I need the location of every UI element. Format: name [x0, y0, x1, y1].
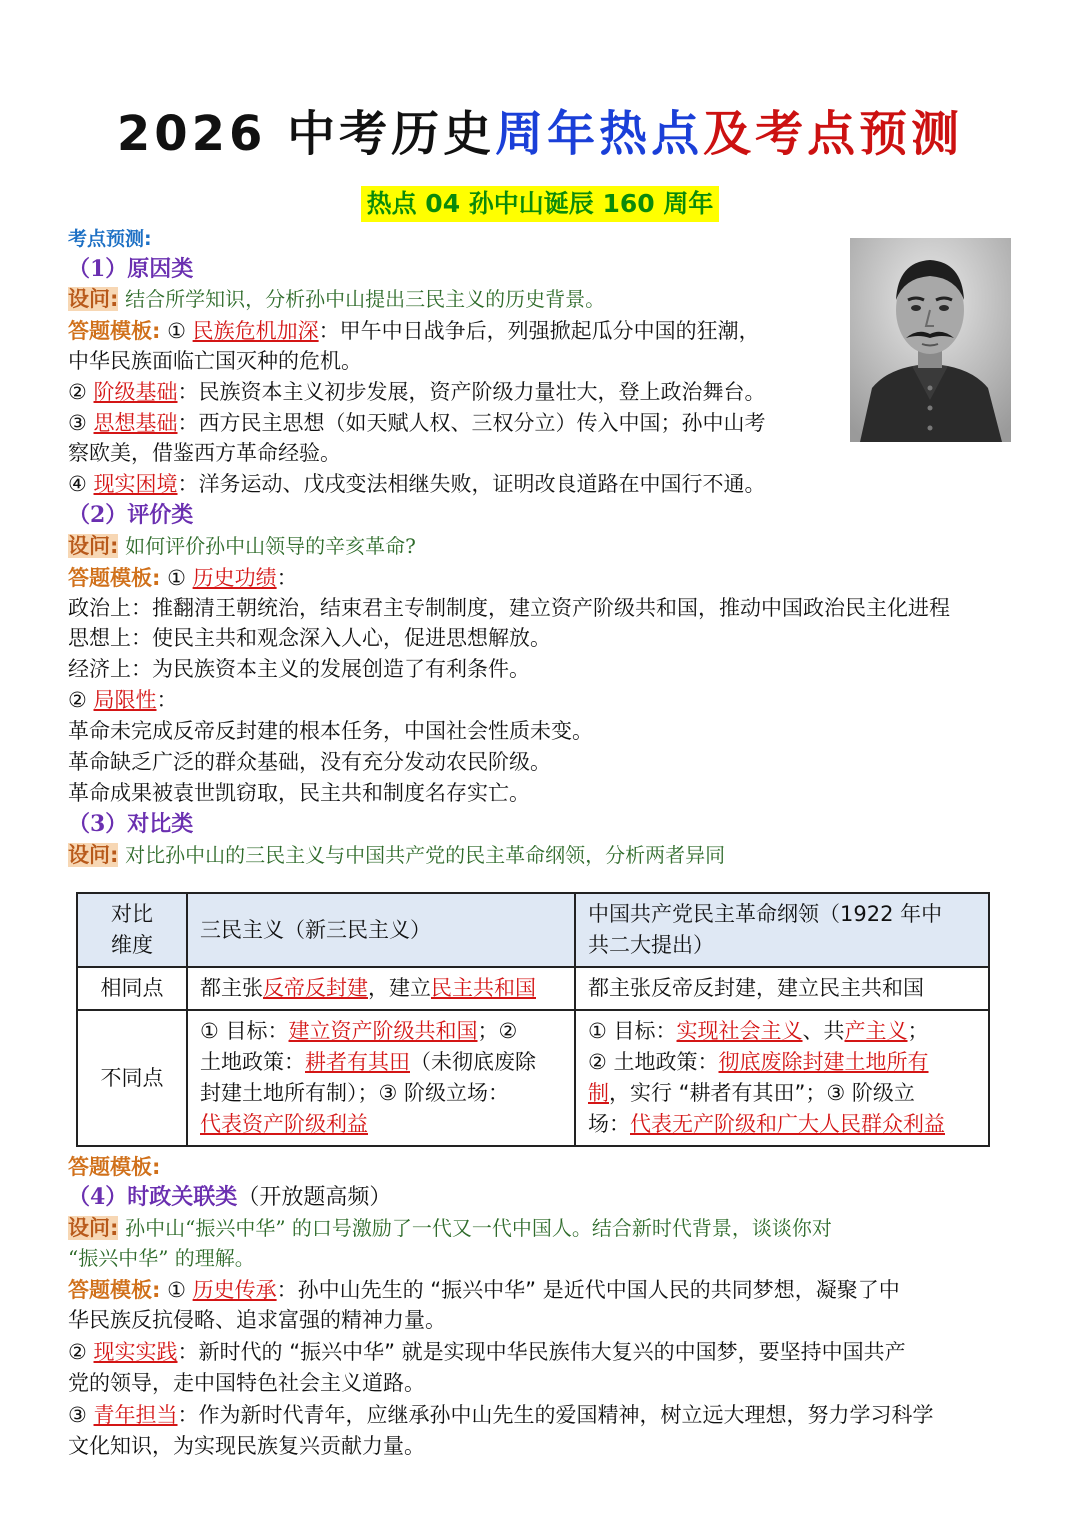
cell-line — [588, 1109, 976, 1140]
question-text: 孙中山“振兴中华” 的口号激励了一代又一代中国人。结合新时代背景，谈谈你对 — [125, 1216, 832, 1240]
answer-text: ：新时代的 “振兴中华” 就是实现中华民族伟大复兴的中国梦，要坚持中国共产 — [177, 1340, 906, 1364]
header-text: 维度 — [111, 933, 153, 957]
s3-answer — [68, 1152, 160, 1182]
row-label: 相同点 — [77, 967, 187, 1010]
cell-text: ，建立 — [368, 976, 431, 1000]
answer-keyword: 阶级基础 — [93, 380, 178, 404]
cell-text: ，实行 “耕者有其田”；③ 阶级立 — [609, 1081, 915, 1105]
s1-answer-4 — [68, 469, 766, 499]
question-label: 设问: — [68, 1216, 119, 1240]
answer-number: ④ — [68, 472, 87, 496]
cell-text: 场： — [588, 1112, 630, 1136]
cell-text: ① 目标： — [588, 1019, 677, 1043]
answer-keyword: 青年担当 — [93, 1403, 178, 1427]
s4-question-cont — [68, 1243, 255, 1273]
header-text: 中国共产党民主革命纲领（1922 年中 — [588, 902, 943, 926]
cell-keyword: 建立资产阶级共和国 — [288, 1019, 478, 1043]
cell-text: ② 土地政策： — [588, 1050, 719, 1074]
s4-answer-3 — [68, 1400, 934, 1430]
forecast-label: 考点预测: — [68, 228, 152, 250]
cell-keyword: 代表资产阶级利益 — [200, 1112, 368, 1136]
answer-text: ：作为新时代青年，应继承孙中山先生的爱国精神，树立远大理想，努力学习科学 — [177, 1403, 934, 1427]
cell-line — [588, 1078, 976, 1109]
table-cell — [187, 1010, 575, 1146]
s4-answer-3-cont: 文化知识，为实现民族复兴贡献力量。 — [68, 1434, 425, 1458]
answer-number: ② — [68, 688, 87, 712]
row-label: 不同点 — [77, 1010, 187, 1146]
answer-text: ：西方民主思想（如天赋人权、三权分立）传入中国；孙中山考 — [177, 411, 766, 435]
section-2-title: （2）评价类 — [68, 502, 194, 528]
answer-number: ② — [68, 380, 87, 404]
cell-text: 、共 — [802, 1019, 845, 1043]
s1-answer-3-cont: 察欧美，借鉴西方革命经验。 — [68, 441, 341, 465]
answer-text: ： — [276, 566, 298, 590]
s2-line-2: 思想上：使民主共和观念深入人心，促进思想解放。 — [68, 626, 551, 650]
cell-text: 土地政策： — [200, 1050, 305, 1074]
s1-question — [68, 284, 605, 314]
s4-answer-2-cont: 党的领导，走中国特色社会主义道路。 — [68, 1371, 425, 1395]
cell-keyword: 彻底废除封建土地所有 — [718, 1050, 929, 1074]
answer-number: ③ — [68, 1403, 87, 1427]
s2-question — [68, 531, 416, 561]
answer-number: ③ — [68, 411, 87, 435]
table-header-cell — [77, 893, 187, 967]
cell-text: ① 目标： — [200, 1019, 289, 1043]
answer-keyword: 历史功绩 — [192, 566, 277, 590]
table-cell: 都主张反帝反封建，建立民主共和国 — [575, 967, 989, 1010]
answer-label: 答题模板: — [68, 319, 161, 343]
section-title-text: （4）时政关联类 — [68, 1184, 238, 1210]
table-row — [77, 967, 989, 1010]
answer-keyword: 现实困境 — [93, 472, 178, 496]
table-cell — [575, 1010, 989, 1146]
cell-line — [588, 1016, 976, 1047]
cell-keyword: 制 — [588, 1081, 609, 1105]
title-part-3: 及考点预测 — [703, 106, 964, 162]
answer-label: 答题模板: — [68, 1155, 161, 1179]
section-title-note: （开放题高频） — [237, 1185, 392, 1210]
s4-question — [68, 1213, 832, 1243]
header-text: 共二大提出） — [588, 933, 714, 957]
section-1-title: （1）原因类 — [68, 256, 194, 282]
cell-text: ；② — [477, 1019, 518, 1043]
answer-text: ：孙中山先生的 “振兴中华” 是近代中国人民的共同梦想，凝聚了中 — [276, 1278, 900, 1302]
table-cell — [187, 967, 575, 1010]
cell-line: 封建土地所有制）；③ 阶级立场： — [200, 1081, 510, 1105]
page-title — [0, 104, 1080, 164]
cell-line — [588, 1047, 976, 1078]
cell-text: ； — [907, 1019, 929, 1043]
question-text: 对比孙中山的三民主义与中国共产党的民主革命纲领，分析两者异同 — [125, 843, 726, 867]
s2-answer-1 — [68, 563, 298, 593]
answer-text: ：洋务运动、戊戌变法相继失败，证明改良道路在中国行不通。 — [177, 472, 766, 496]
cell-keyword: 实现社会主义 — [676, 1019, 803, 1043]
answer-text: ： — [156, 688, 178, 712]
cell-keyword: 反帝反封建 — [263, 976, 368, 1000]
cell-line — [200, 1016, 562, 1047]
cell-line — [200, 1047, 562, 1078]
cell-keyword: 产主义 — [844, 1019, 908, 1043]
cell-keyword: 民主共和国 — [431, 976, 536, 1000]
s2-answer-2 — [68, 685, 178, 715]
title-part-1: 2026 中考历史 — [116, 106, 496, 162]
header-text: 对比 — [111, 902, 153, 926]
answer-keyword: 思想基础 — [93, 411, 178, 435]
answer-number: ① — [167, 566, 186, 590]
answer-text: ：民族资本主义初步发展，资产阶级力量壮大，登上政治舞台。 — [177, 380, 766, 404]
s1-answer-1 — [68, 316, 760, 346]
cell-text: 都主张 — [200, 976, 263, 1000]
answer-number: ① — [167, 319, 186, 343]
question-label: 设问: — [68, 843, 119, 867]
s2-line-5: 革命缺乏广泛的群众基础，没有充分发动农民阶级。 — [68, 750, 551, 774]
answer-label: 答题模板: — [68, 566, 161, 590]
s2-line-1: 政治上：推翻清王朝统治，结束君主专制制度，建立资产阶级共和国，推动中国政治民主化进程 — [68, 596, 950, 620]
section-4-title — [68, 1182, 391, 1213]
answer-number: ① — [167, 1278, 186, 1302]
answer-text: ：甲午中日战争后，列强掀起瓜分中国的狂潮， — [318, 319, 760, 343]
question-text: “振兴中华” 的理解。 — [68, 1246, 255, 1270]
cell-keyword: 代表无产阶级和广大人民群众利益 — [630, 1112, 945, 1136]
question-text: 结合所学知识，分析孙中山提出三民主义的历史背景。 — [125, 287, 606, 311]
answer-label: 答题模板: — [68, 1278, 161, 1302]
portrait-illustration — [850, 238, 1011, 442]
table-header-cell: 三民主义（新三民主义） — [187, 893, 575, 967]
table-row — [77, 1010, 989, 1146]
s2-line-4: 革命未完成反帝反封建的根本任务，中国社会性质未变。 — [68, 719, 593, 743]
s2-line-6: 革命成果被袁世凯窃取，民主共和制度名存实亡。 — [68, 781, 530, 805]
s4-answer-1 — [68, 1275, 900, 1305]
subtitle: 热点 04 孙中山诞辰 160 周年 — [361, 186, 720, 222]
cell-text: （未彻底废除 — [410, 1050, 536, 1074]
table-header-row — [77, 893, 989, 967]
cell-keyword: 耕者有其田 — [305, 1050, 410, 1074]
table-header-cell — [575, 893, 989, 967]
section-3-title: （3）对比类 — [68, 811, 194, 837]
answer-keyword: 民族危机加深 — [192, 319, 319, 343]
s3-question — [68, 840, 725, 870]
subtitle-wrap — [0, 186, 1080, 222]
title-part-2: 周年热点 — [495, 106, 704, 162]
answer-keyword: 局限性 — [93, 688, 157, 712]
s1-answer-2 — [68, 377, 766, 407]
question-label: 设问: — [68, 287, 119, 311]
question-label: 设问: — [68, 534, 119, 558]
comparison-table — [76, 892, 990, 1147]
s4-answer-2 — [68, 1337, 906, 1367]
answer-keyword: 现实实践 — [93, 1340, 178, 1364]
question-text: 如何评价孙中山领导的辛亥革命? — [125, 534, 416, 558]
s4-answer-1-cont: 华民族反抗侵略、追求富强的精神力量。 — [68, 1308, 446, 1332]
s1-answer-1-cont: 中华民族面临亡国灭种的危机。 — [68, 349, 362, 373]
answer-number: ② — [68, 1340, 87, 1364]
cell-line — [200, 1109, 562, 1140]
portrait-photo — [850, 238, 1011, 442]
s2-line-3: 经济上：为民族资本主义的发展创造了有利条件。 — [68, 657, 530, 681]
answer-keyword: 历史传承 — [192, 1278, 277, 1302]
s1-answer-3 — [68, 408, 766, 438]
